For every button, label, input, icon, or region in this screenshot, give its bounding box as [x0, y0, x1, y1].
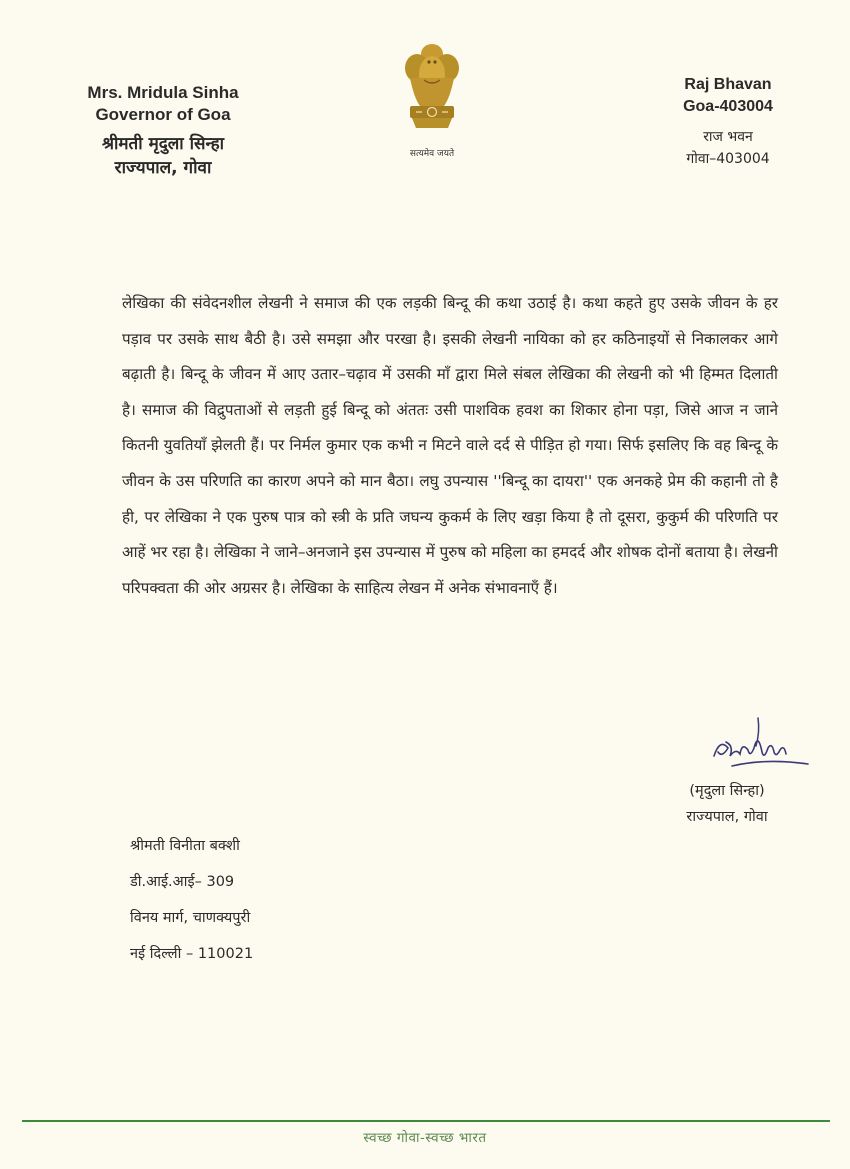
address-block — [668, 74, 788, 170]
letter-body: लेखिका की संवेदनशील लेखनी ने समाज की एक लड़की बिन्दू की कथा उठाई है। कथा कहते हुए उसके जीवन के हर पड़ाव पर उसके साथ बैठी है। उसे समझा और परखा है। इसकी लेखनी नायिका को हर कठिनाइयों से निकालकर आगे बढ़ाती है। बिन्दू के जीवन में आए उतार–चढ़ाव में उसकी माँ द्वारा मिले संबल लेखिका की लेखनी को भी हिम्मत दिलाती है। समाज की विद्रुपताओं से लड़ती हुई बिन्दू को अंततः उसी पाशविक हवश का शिकार होना पड़ा, जिसे आज न जाने कितनी युवतियाँ झेलती हैं। पर निर्मल कुमार एक कभी न मिटने वाले दर्द से पीड़ित हो गया। सिर्फ इसलिए कि वह बिन्दू के जीवन के उस परिणति का कारण अपने को मान बैठा। लघु उपन्यास ''बिन्दू का दायरा'' एक अनकहे प्रेम की कहानी तो है ही, पर लेखिका ने एक पुरुष पात्र को स्त्री के प्रति जघन्य कुकर्म के लिए खड़ा किया है तो दूसरा, कुकुर्म की परिणति पर आहें भर रहा है। लेखिका ने जाने–अनजाने इस उपन्यास में पुरुष को महिला का हमदर्द और शोषक दोनों बताया है। लेखनी परिपक्वता की ओर अग्रसर है। लेखिका के साहित्य लेखन में अनेक संभावनाएँ हैं। — [122, 294, 778, 597]
recipient-address — [130, 828, 253, 972]
sender-title-hi: राज्यपाल, गोवा — [114, 158, 212, 178]
pin-hi: गोवा–403004 — [686, 151, 770, 167]
sender-name-hi: श्रीमती मृदुला सिन्हा — [101, 134, 225, 154]
sender-block — [70, 82, 256, 180]
recipient-line-3: विनय मार्ग, चाणक्यपुरी — [130, 910, 251, 926]
recipient-line-2: डी.आई.आई– 309 — [130, 874, 235, 890]
emblem-motto: सत्यमेव जयते — [409, 149, 455, 159]
handwritten-signature — [706, 712, 816, 782]
signatory-title: राज्यपाल, गोवा — [686, 809, 768, 825]
recipient-line-1: श्रीमती विनीता बक्शी — [130, 838, 240, 854]
footer-slogan: स्वच्छ गोवा-स्वच्छ भारत — [363, 1130, 487, 1146]
state-emblem-icon — [400, 40, 464, 144]
raj-bhavan-hi: राज भवन — [703, 129, 753, 145]
signature-name — [662, 778, 792, 830]
sender-title-en: Governor of Goa — [95, 105, 231, 124]
signatory-name: (मृदुला सिन्हा) — [689, 783, 765, 799]
raj-bhavan-en: Raj Bhavan — [684, 76, 772, 93]
sender-name-en: Mrs. Mridula Sinha — [87, 83, 239, 102]
footer-divider — [22, 1120, 830, 1122]
state-emblem — [394, 40, 470, 164]
pin-en: Goa-403004 — [683, 98, 773, 115]
recipient-line-4: नई दिल्ली – 110021 — [130, 946, 254, 962]
